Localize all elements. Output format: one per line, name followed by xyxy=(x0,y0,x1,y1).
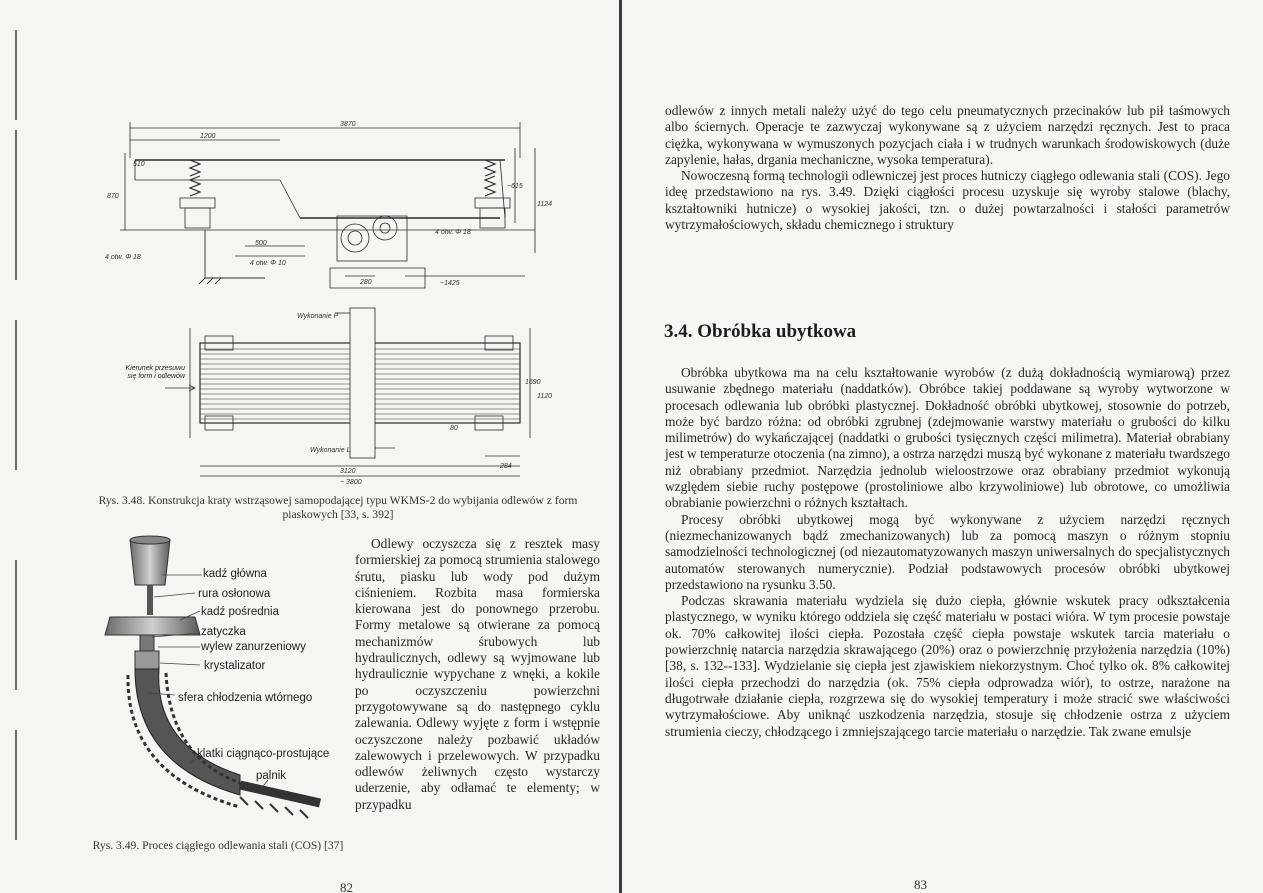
label-palnik: palnik xyxy=(256,770,287,782)
binder-mark xyxy=(15,30,17,120)
left-paragraph xyxy=(355,536,600,813)
figure-3-49-caption: Rys. 3.49. Proces ciągłego odlewania stali (COS) [37] xyxy=(92,839,344,852)
right-intro-block xyxy=(665,103,1230,233)
label-wykonanie-l: Wykonanie L xyxy=(310,447,351,454)
body-text: Odlewy oczyszcza się z resztek masy formierskiej za pomocą strumienia stalowego śrutu, piasku lub wody pod dużym ciśnieniem. Rozbita masa formierska kierowana jest do ponownego przerobu. Formy metalowe są otwierane za pomocą mechanizmów śrubowych lub hydraulicznych, odlewy są wyjmowane lub hydraulicznie wypychane z wnęki, a kokile po oczyszczeniu powierzchni przygotowywane są do następnego cyklu zalewania. Odlewy wyjęte z form i wstępnie oczyszczone należy pozbawić układów zalewowych i przelewowych. W przypadku odlewów żeliwnych często wystarczy uderzenie, aby odłamać te elementy; w przypadku xyxy=(355,536,600,812)
body-text: Podczas skrawania materiału wydziela się dużo ciepła, głównie wskutek pracy odkształcenia plastycznego, w wyniku którego oddziela się część materiału w postaci wióra. W tym procesie powstaje ok. 70% całkowitej ilości ciepła. Pozostała część ciepła powstaje wskutek tarcia materiału o powierzchnię natarcia narzędzia skrawającego (20%) oraz o powierzchnię przyłożenia narzędzia (10%) [38, s. 132--133]. Wydzielanie się ciepła jest zjawiskiem niekorzystnym. Choć tylko ok. 8% całkowitej ilości ciepła przechodzi do narzędzia (ok. 75% ciepła odprowadza wiór), to ostrze, narażone na długotrwałe działanie ciepła, rozgrzewa się do wysokiej temperatury i może stracić swe właściwości wytrzymałościowe. Aby uniknąć uszkodzenia narzędzia, stosuje się chłodzenie ostrza z użyciem strumienia cieczy, chłodzącego i zmniejszającego tarcie materiału o narzędzie. Tak zwane emulsje xyxy=(665,593,1230,739)
dim-3120: 3120 xyxy=(340,468,356,475)
figure-3-48-caption: Rys. 3.48. Konstrukcja kraty wstrząsowej samopodającej typu WKMS-2 do wybijania odlewów z form piaskowych [33, s. 392] xyxy=(98,494,578,521)
binder-mark xyxy=(15,730,17,840)
label-krystalizator: krystalizator xyxy=(204,660,266,672)
dim-284: 284 xyxy=(500,463,512,470)
left-page xyxy=(0,0,620,893)
label-klatki: klatki ciągnąco-prostujące xyxy=(197,748,330,760)
right-main-block xyxy=(665,365,1230,740)
dim-4otw10: 4 otw. Φ 10 xyxy=(250,260,286,267)
page-number-right: 83 xyxy=(914,877,927,892)
figure-3-49-cos-illustration xyxy=(90,535,330,835)
dim-280: 280 xyxy=(360,279,372,286)
binder-mark xyxy=(15,320,17,470)
binder-mark xyxy=(15,560,17,690)
label-wykonanie-p: Wykonanie P xyxy=(297,313,339,320)
section-heading: 3.4. Obróbka ubytkowa xyxy=(664,321,857,342)
dim-1690: 1690 xyxy=(525,379,541,386)
dim-1124: 1124 xyxy=(537,201,553,208)
dim-4otw18-a: 4 otw. Φ 18 xyxy=(105,254,141,261)
body-text: odlewów z innych metali należy użyć do tego celu pneumatycznych przecinaków lub pił taśmowych albo ściernych. Operacje te zazwyczaj wykonywane są z użyciem narzędzi ręcznych. Jest to praca ciężka, wykonywana w wymuszonych pozycjach ciała i w trudnych warunkach środowiskowych (duże zapylenie, hałas, drgania mechaniczne, wysoka temperatura). xyxy=(665,103,1230,167)
body-text: Procesy obróbki ubytkowej mogą być wykonywane z użyciem narzędzi ręcznych (niezmechanizowanych bądź zmechanizowanych) lub za pomocą maszyn o różnym stopniu samodzielności technologicznej (od niezautomatyzowanych maszyn uniwersalnych do specjalistycznych automatów sterowanych numerycznie). Podział podstawowych procesów obróbki ubytkowej przedstawiono na rysunku 3.50. xyxy=(665,511,1230,592)
dim-3800: ~ 3800 xyxy=(340,479,362,486)
label-rura-oslonowa: rura osłonowa xyxy=(198,588,271,600)
dim-615: ~615 xyxy=(507,183,523,190)
label-kierunek: Kierunek przesuwu się form i odlewów xyxy=(125,365,185,380)
dim-1200: 1200 xyxy=(200,133,216,140)
binder-mark xyxy=(15,130,17,280)
dim-1120: 1120 xyxy=(537,393,553,400)
label-sfera: sfera chłodzenia wtórnego xyxy=(178,692,313,704)
page-number-left: 82 xyxy=(340,880,353,893)
dim-3870: 3870 xyxy=(340,121,356,128)
dim-1425: ~1425 xyxy=(440,280,460,287)
label-kadz-glowna: kadź główna xyxy=(203,568,267,580)
right-page xyxy=(622,0,1263,893)
dim-510: 510 xyxy=(133,161,145,168)
body-text: Nowoczesną formą technologii odlewniczej jest proces hutniczy ciągłego odlewania stali (COS). Jego ideę przedstawiono na rys. 3.49. Dzięki ciągłości procesu uzyskuje się wyroby stalowe (blachy, kształtowniki hutnicze) o wysokiej jakości, tzn. o dużej powtarzalności i stałości parametrów wytrzymałościowych, składu chemicznego i struktury xyxy=(665,168,1230,233)
dim-870: 870 xyxy=(107,193,119,200)
dim-4otw18-b: 4 otw. Φ 18 xyxy=(435,229,471,236)
label-wylew: wylew zanurzeniowy xyxy=(201,641,306,653)
label-kadz-posrednia: kadź pośrednia xyxy=(201,606,279,618)
dim-500: 500 xyxy=(255,240,267,247)
figure-3-48-technical-drawing xyxy=(105,118,560,503)
body-text: Obróbka ubytkowa ma na celu kształtowanie wyrobów (z dużą dokładnością wymiarową) przez usuwanie zbędnego materiału (naddatków). Obróbce takiej poddawane są wyroby wytworzone w procesach odlewania lub obróbki plastycznej. Dokładność obróbki ubytkowej, stosownie do potrzeb, może być bardzo różna: od obróbki zgrubnej (zdejmowanie warstwy materiału o grubości do kilku milimetrów) do wykańczającej (naddatki o grubości tysięcznych części milimetra). Materiał obrabiany jest w temperaturze otoczenia (na zimno), a ostrza narzędzi muszą być wykonane z materiału twardszego niż obrabiany przedmiot. Narzędzia jednolub wieloostrzowe oraz obrabiany przedmiot wykonują względem siebie ruchy postępowe (prostoliniowe albo krzywoliniowe) lub obrotowe, co umożliwia obrabianie powierzchni o różnych kształtach. xyxy=(665,365,1230,511)
label-zatyczka: zatyczka xyxy=(201,626,246,638)
dim-80: 80 xyxy=(450,425,458,432)
